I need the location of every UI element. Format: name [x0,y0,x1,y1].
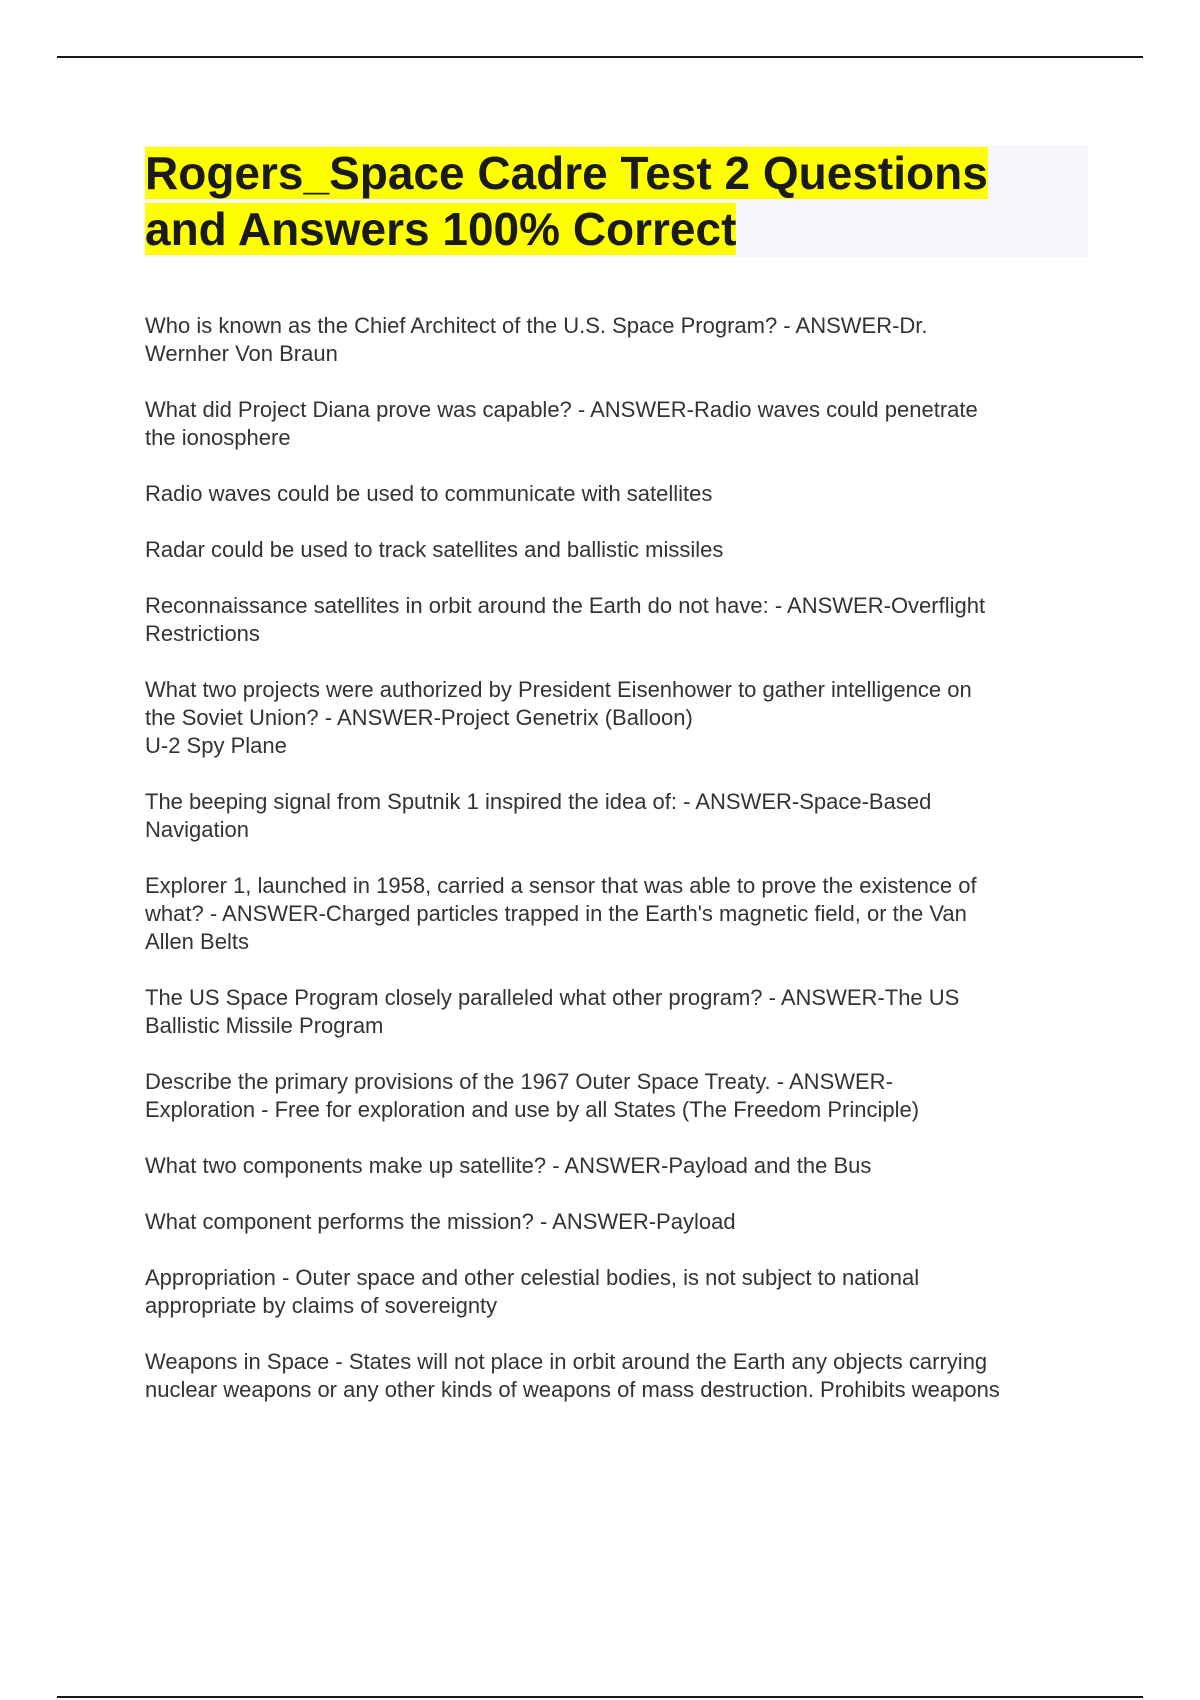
top-rule [57,56,1143,58]
qa-item-line: Ballistic Missile Program [145,1013,384,1038]
qa-item [145,984,1090,1040]
qa-item-line: Exploration - Free for exploration and use by all States (The Freedom Principle) [145,1097,920,1122]
qa-item [145,1152,1090,1180]
qa-item-line: Navigation [145,817,249,842]
qa-item-line: What did Project Diana prove was capable? - ANSWER-Radio waves could penetrate [145,397,978,422]
qa-item [145,1208,1090,1236]
qa-item-line: U-2 Spy Plane [145,733,287,758]
qa-item [145,536,1090,564]
qa-item-line: What two projects were authorized by President Eisenhower to gather intelligence on [145,677,972,702]
qa-list [145,312,1090,1432]
qa-item-line: Describe the primary provisions of the 1967 Outer Space Treaty. - ANSWER- [145,1069,893,1094]
qa-item-line: Reconnaissance satellites in orbit around the Earth do not have: - ANSWER-Overflight [145,593,986,618]
qa-item-line: appropriate by claims of sovereignty [145,1293,498,1318]
qa-item [145,1348,1090,1404]
qa-item [145,480,1090,508]
qa-item-line: Radio waves could be used to communicate with satellites [145,481,713,506]
qa-item-line: Restrictions [145,621,260,646]
qa-item-line: what? - ANSWER-Charged particles trapped in the Earth's magnetic field, or the Van [145,901,967,926]
qa-item-line: Explorer 1, launched in 1958, carried a sensor that was able to prove the existence of [145,873,977,898]
qa-item [145,1068,1090,1124]
qa-item-line: nuclear weapons or any other kinds of weapons of mass destruction. Prohibits weapons [145,1377,1000,1402]
title-highlight [145,147,988,255]
qa-item [145,788,1090,844]
qa-item [145,396,1090,452]
qa-item-line: The US Space Program closely paralleled what other program? - ANSWER-The US [145,985,960,1010]
qa-item-line: Weapons in Space - States will not place in orbit around the Earth any objects carrying [145,1349,988,1374]
qa-item [145,1264,1090,1320]
qa-item-line: Appropriation - Outer space and other celestial bodies, is not subject to national [145,1265,920,1290]
title-line: Rogers_Space Cadre Test 2 Questions [145,147,988,199]
bottom-rule [57,1696,1143,1698]
qa-item-line: Allen Belts [145,929,249,954]
qa-item-line: The beeping signal from Sputnik 1 inspired the idea of: - ANSWER-Space-Based [145,789,932,814]
document-title [145,145,1088,257]
qa-item-line: What two components make up satellite? - ANSWER-Payload and the Bus [145,1153,872,1178]
title-line: and Answers 100% Correct [145,203,737,255]
qa-item-line: Who is known as the Chief Architect of the U.S. Space Program? - ANSWER-Dr. [145,313,928,338]
qa-item [145,872,1090,956]
qa-item-line: Radar could be used to track satellites and ballistic missiles [145,537,724,562]
qa-item-line: the ionosphere [145,425,291,450]
title-block [145,145,1088,257]
qa-item-line: What component performs the mission? - ANSWER-Payload [145,1209,736,1234]
qa-item-line: Wernher Von Braun [145,341,338,366]
qa-item-line: the Soviet Union? - ANSWER-Project Genetrix (Balloon) [145,705,693,730]
qa-item [145,592,1090,648]
qa-item [145,676,1090,760]
qa-item [145,312,1090,368]
